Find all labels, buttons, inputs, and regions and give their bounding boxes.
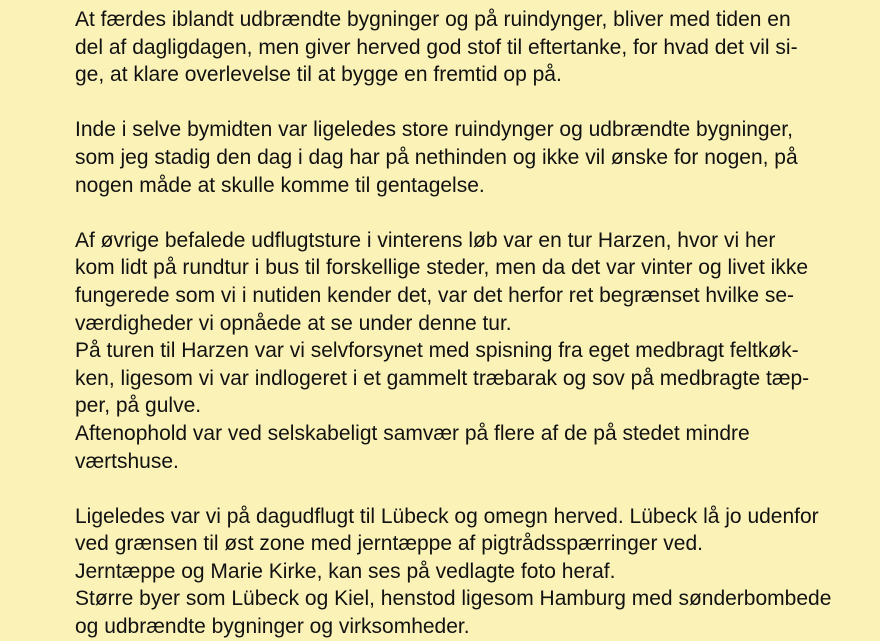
paragraph-gap xyxy=(75,199,880,227)
text-line: På turen til Harzen var vi selvforsynet med spisning fra eget medbragt feltkøk- xyxy=(75,339,799,363)
text-line: som jeg stadig den dag i dag har på nethinden og ikke vil ønske for nogen, på xyxy=(75,145,798,169)
text-line: Ligeledes var vi på dagudflugt til Lübeck og omegn herved. Lübeck lå jo udenfor xyxy=(75,504,819,528)
paragraph-gap xyxy=(75,475,880,503)
text-line: del af dagligdagen, men giver herved god stof til eftertanke, for hvad det vil si- xyxy=(75,35,798,59)
text-line: fungerede som vi i nutiden kender det, var det herfor ret begrænset hvilke se- xyxy=(75,283,795,307)
text-line: At færdes iblandt udbrændte bygninger og på ruindynger, bliver med tiden en xyxy=(75,8,791,31)
paragraph xyxy=(75,6,880,89)
paragraph xyxy=(75,503,880,641)
text-line: nogen måde at skulle komme til gentagelse. xyxy=(75,173,485,197)
text-line: værtshuse. xyxy=(75,449,179,473)
document-body xyxy=(75,6,880,641)
text-line: Jerntæppe og Marie Kirke, kan ses på vedlagte foto heraf. xyxy=(75,559,616,583)
text-line: og udbrændte bygninger og virksomheder. xyxy=(75,615,470,639)
text-line: Større byer som Lübeck og Kiel, henstod ligesom Hamburg med sønderbombede xyxy=(75,587,832,611)
text-line: ge, at klare overlevelse til at bygge en fremtid op på. xyxy=(75,63,562,87)
text-line: ken, ligesom vi var indlogeret i et gammelt træbarak og sov på medbragte tæp- xyxy=(75,366,810,390)
paragraph-gap xyxy=(75,89,880,117)
text-line: Aftenophold var ved selskabeligt samvær på flere af de på stedet mindre xyxy=(75,421,750,445)
paragraph xyxy=(75,116,880,199)
text-line: ved grænsen til øst zone med jerntæppe af pigtrådsspærringer ved. xyxy=(75,532,703,556)
text-line: kom lidt på rundtur i bus til forskellige steder, men da det var vinter og livet ikke xyxy=(75,256,809,280)
text-line: per, på gulve. xyxy=(75,394,202,418)
text-line: værdigheder vi opnåede at se under denne tur. xyxy=(75,311,512,335)
text-line: Inde i selve bymidten var ligeledes store ruindynger og udbrændte bygninger, xyxy=(75,118,793,142)
paragraph xyxy=(75,227,880,475)
text-line: Af øvrige befalede udflugtsture i vinterens løb var en tur Harzen, hvor vi her xyxy=(75,228,776,252)
